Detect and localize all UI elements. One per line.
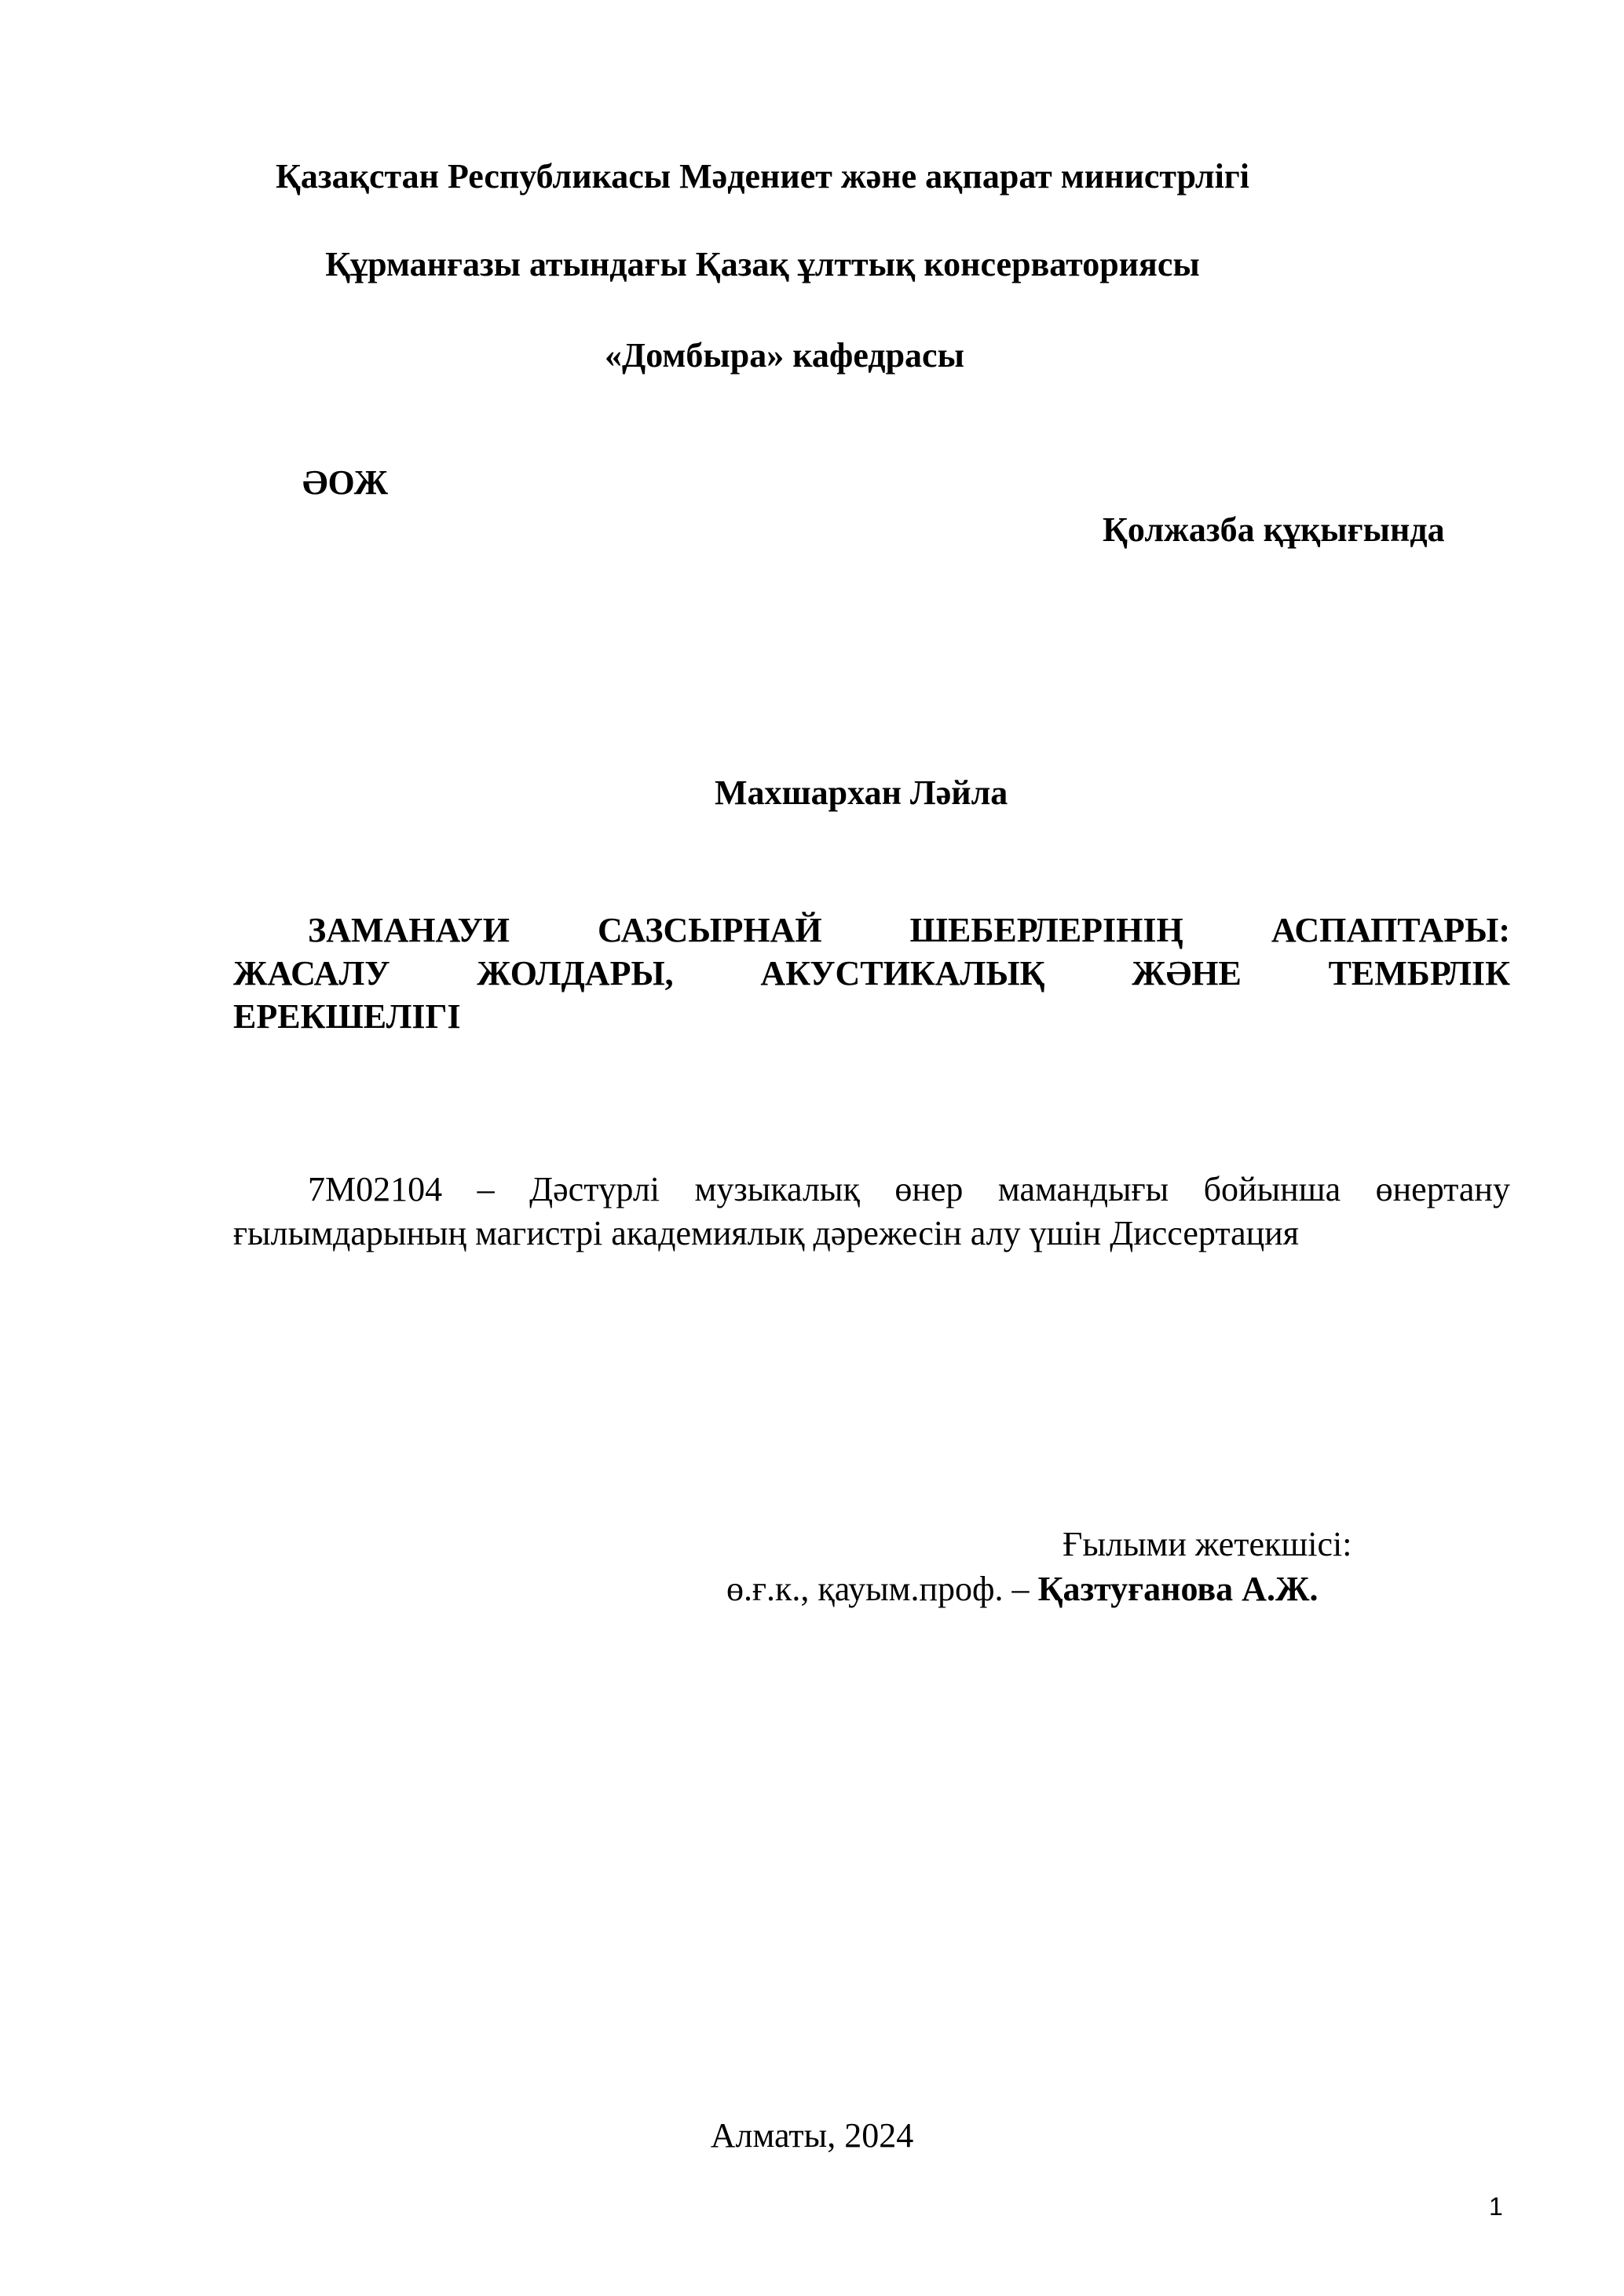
degree-word: Дәстүрлі (529, 1170, 660, 1208)
thesis-title-line-2 (233, 952, 1510, 995)
department-heading: «Домбыра» кафедрасы (605, 336, 964, 375)
title-word: САЗСЫРНАЙ (598, 911, 822, 949)
supervisor-name: Қазтуғанова А.Ж. (1037, 1570, 1319, 1608)
title-word: АСПАПТАРЫ: (1271, 911, 1510, 949)
title-word: ШЕБЕРЛЕРІНІҢ (909, 911, 1183, 949)
title-word: ЖОЛДАРЫ, (477, 954, 674, 993)
conservatory-heading: Құрманғазы атындағы Қазақ ұлттық консерваториясы (325, 245, 1200, 283)
udc-label: ӘОЖ (302, 463, 389, 502)
degree-word: өнертану (1375, 1170, 1510, 1208)
supervisor-label: Ғылыми жетекшісі: (1063, 1525, 1352, 1563)
title-word: АКУСТИКАЛЫҚ (760, 954, 1045, 993)
degree-word: – (477, 1170, 495, 1208)
title-word: ТЕМБРЛІК (1328, 954, 1510, 993)
degree-statement-line-2: ғылымдарының магистрі академиялық дәрежесін алу үшін Диссертация (233, 1214, 1299, 1252)
title-word: ЖАСАЛУ (233, 954, 390, 993)
ministry-heading: Қазақстан Республикасы Мәдениет және ақпарат министрлігі (276, 157, 1249, 196)
page-number: 1 (1489, 2192, 1503, 2221)
thesis-title-line-1 (233, 909, 1510, 952)
title-word: ЖӘНЕ (1132, 954, 1242, 993)
thesis-title-line-3: ЕРЕКШЕЛІГІ (233, 997, 461, 1036)
degree-word: мамандығы (997, 1170, 1169, 1208)
supervisor-credentials: ө.ғ.к., қауым.проф. – (726, 1570, 1038, 1608)
degree-word: музыкалық (694, 1170, 860, 1208)
degree-word: өнер (894, 1170, 964, 1208)
title-word: ЗАМАНАУИ (308, 911, 510, 949)
degree-word: бойынша (1203, 1170, 1341, 1208)
degree-word: 7М02104 (308, 1170, 443, 1208)
manuscript-rights-label: Қолжазба құқығында (1103, 510, 1445, 549)
supervisor-line (726, 1568, 1318, 1610)
city-year: Алматы, 2024 (710, 2116, 914, 2155)
degree-statement-line-1 (308, 1168, 1510, 1211)
author-name: Махшархан Ләйла (715, 773, 1008, 812)
